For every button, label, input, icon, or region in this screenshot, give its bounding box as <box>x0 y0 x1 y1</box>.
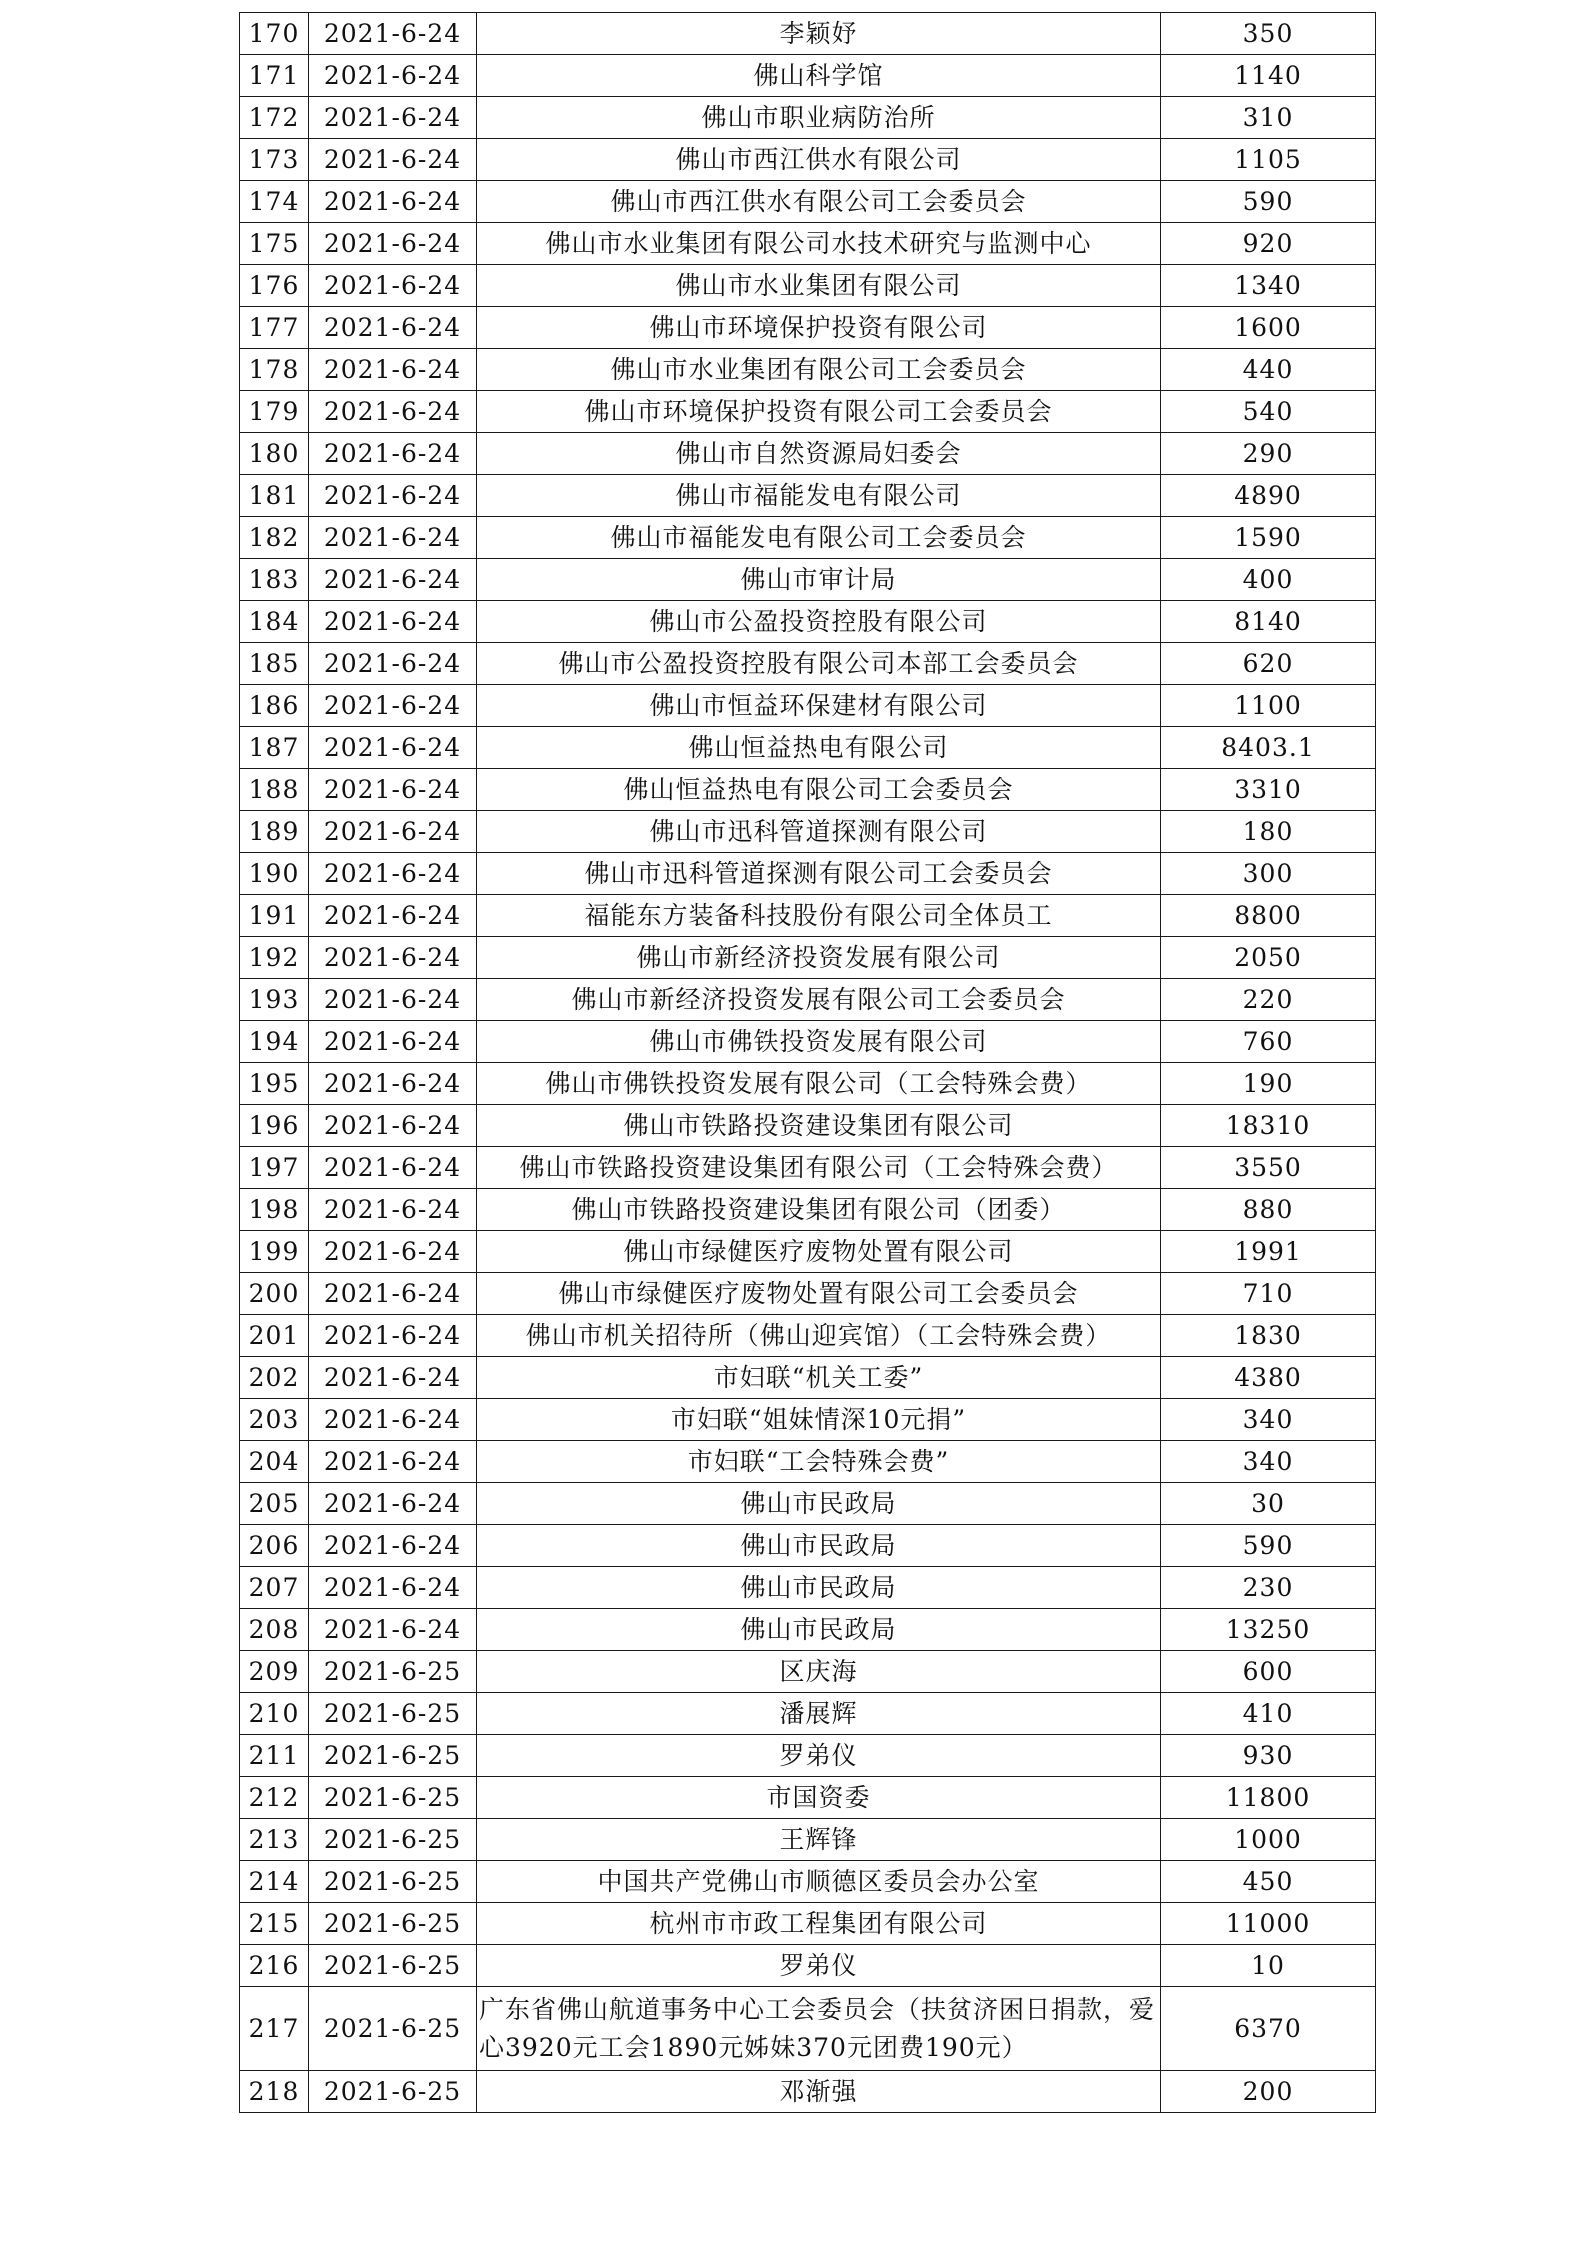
row-date-cell: 2021-6-24 <box>309 1609 477 1651</box>
row-date-cell: 2021-6-25 <box>309 1861 477 1903</box>
row-number-cell: 215 <box>240 1903 309 1945</box>
row-donor-name-cell: 李颖妤 <box>477 13 1161 55</box>
table-row <box>240 559 1376 601</box>
row-number-cell: 192 <box>240 937 309 979</box>
row-number-cell: 195 <box>240 1063 309 1105</box>
row-amount-cell: 220 <box>1161 979 1376 1021</box>
table-row <box>240 1315 1376 1357</box>
row-number-cell: 218 <box>240 2071 309 2113</box>
table-row <box>240 895 1376 937</box>
row-date-cell: 2021-6-24 <box>309 1483 477 1525</box>
donation-table <box>239 12 1376 2113</box>
row-date-cell: 2021-6-24 <box>309 1567 477 1609</box>
row-donor-name-cell: 福能东方装备科技股份有限公司全体员工 <box>477 895 1161 937</box>
row-date-cell: 2021-6-24 <box>309 853 477 895</box>
row-amount-cell: 410 <box>1161 1693 1376 1735</box>
row-donor-name-cell: 佛山市铁路投资建设集团有限公司 <box>477 1105 1161 1147</box>
row-donor-name-cell: 市妇联“工会特殊会费” <box>477 1441 1161 1483</box>
row-amount-cell: 4890 <box>1161 475 1376 517</box>
row-number-cell: 212 <box>240 1777 309 1819</box>
row-donor-name-cell: 市妇联“机关工委” <box>477 1357 1161 1399</box>
row-number-cell: 176 <box>240 265 309 307</box>
table-row <box>240 1063 1376 1105</box>
row-donor-name-cell: 佛山市职业病防治所 <box>477 97 1161 139</box>
row-donor-name-cell: 佛山市民政局 <box>477 1483 1161 1525</box>
row-number-cell: 197 <box>240 1147 309 1189</box>
row-amount-cell: 1100 <box>1161 685 1376 727</box>
table-row <box>240 685 1376 727</box>
row-number-cell: 173 <box>240 139 309 181</box>
row-number-cell: 188 <box>240 769 309 811</box>
table-row <box>240 1357 1376 1399</box>
table-row <box>240 1273 1376 1315</box>
row-date-cell: 2021-6-24 <box>309 349 477 391</box>
table-row <box>240 97 1376 139</box>
row-amount-cell: 1000 <box>1161 1819 1376 1861</box>
row-amount-cell: 710 <box>1161 1273 1376 1315</box>
row-date-cell: 2021-6-24 <box>309 223 477 265</box>
row-date-cell: 2021-6-24 <box>309 1105 477 1147</box>
row-date-cell: 2021-6-24 <box>309 937 477 979</box>
table-row <box>240 1819 1376 1861</box>
row-donor-name-cell: 佛山市福能发电有限公司工会委员会 <box>477 517 1161 559</box>
table-row <box>240 727 1376 769</box>
row-amount-cell: 340 <box>1161 1399 1376 1441</box>
row-date-cell: 2021-6-24 <box>309 97 477 139</box>
table-row <box>240 475 1376 517</box>
row-date-cell: 2021-6-24 <box>309 1525 477 1567</box>
row-amount-cell: 8140 <box>1161 601 1376 643</box>
row-donor-name-cell: 中国共产党佛山市顺德区委员会办公室 <box>477 1861 1161 1903</box>
row-donor-name-cell: 佛山市迅科管道探测有限公司工会委员会 <box>477 853 1161 895</box>
row-date-cell: 2021-6-25 <box>309 2071 477 2113</box>
table-row <box>240 643 1376 685</box>
row-donor-name-cell: 佛山市西江供水有限公司 <box>477 139 1161 181</box>
table-row <box>240 139 1376 181</box>
table-row <box>240 811 1376 853</box>
row-number-cell: 211 <box>240 1735 309 1777</box>
row-date-cell: 2021-6-24 <box>309 475 477 517</box>
row-amount-cell: 600 <box>1161 1651 1376 1693</box>
table-row <box>240 1735 1376 1777</box>
row-amount-cell: 1830 <box>1161 1315 1376 1357</box>
row-date-cell: 2021-6-24 <box>309 1315 477 1357</box>
row-amount-cell: 1340 <box>1161 265 1376 307</box>
row-donor-name-cell: 佛山市福能发电有限公司 <box>477 475 1161 517</box>
row-number-cell: 200 <box>240 1273 309 1315</box>
row-donor-name-cell: 佛山市机关招待所（佛山迎宾馆）（工会特殊会费） <box>477 1315 1161 1357</box>
row-donor-name-cell: 佛山恒益热电有限公司 <box>477 727 1161 769</box>
row-donor-name-cell: 区庆海 <box>477 1651 1161 1693</box>
table-row <box>240 1903 1376 1945</box>
row-date-cell: 2021-6-24 <box>309 307 477 349</box>
table-row <box>240 1987 1376 2071</box>
row-amount-cell: 8800 <box>1161 895 1376 937</box>
row-date-cell: 2021-6-25 <box>309 1735 477 1777</box>
row-date-cell: 2021-6-25 <box>309 1777 477 1819</box>
table-row <box>240 13 1376 55</box>
row-number-cell: 209 <box>240 1651 309 1693</box>
row-amount-cell: 300 <box>1161 853 1376 895</box>
donation-table-body <box>240 13 1376 2113</box>
row-date-cell: 2021-6-24 <box>309 181 477 223</box>
row-donor-name-cell: 王辉锋 <box>477 1819 1161 1861</box>
row-donor-name-cell: 佛山市迅科管道探测有限公司 <box>477 811 1161 853</box>
row-date-cell: 2021-6-24 <box>309 1147 477 1189</box>
row-donor-name-cell: 广东省佛山航道事务中心工会委员会（扶贫济困日捐款，爱心3920元工会1890元姊妹370元团费190元） <box>477 1987 1161 2071</box>
row-date-cell: 2021-6-24 <box>309 1399 477 1441</box>
row-donor-name-cell: 佛山市佛铁投资发展有限公司（工会特殊会费） <box>477 1063 1161 1105</box>
row-number-cell: 210 <box>240 1693 309 1735</box>
row-amount-cell: 230 <box>1161 1567 1376 1609</box>
row-donor-name-cell: 佛山恒益热电有限公司工会委员会 <box>477 769 1161 811</box>
table-row <box>240 223 1376 265</box>
row-number-cell: 208 <box>240 1609 309 1651</box>
row-amount-cell: 6370 <box>1161 1987 1376 2071</box>
row-date-cell: 2021-6-24 <box>309 13 477 55</box>
row-amount-cell: 8403.1 <box>1161 727 1376 769</box>
row-number-cell: 191 <box>240 895 309 937</box>
row-date-cell: 2021-6-25 <box>309 1903 477 1945</box>
table-row <box>240 517 1376 559</box>
row-amount-cell: 200 <box>1161 2071 1376 2113</box>
row-amount-cell: 13250 <box>1161 1609 1376 1651</box>
row-donor-name-cell: 市国资委 <box>477 1777 1161 1819</box>
row-donor-name-cell: 佛山市公盈投资控股有限公司本部工会委员会 <box>477 643 1161 685</box>
table-row <box>240 1441 1376 1483</box>
row-number-cell: 179 <box>240 391 309 433</box>
table-row <box>240 1609 1376 1651</box>
row-donor-name-cell: 罗弟仪 <box>477 1945 1161 1987</box>
row-donor-name-cell: 佛山市佛铁投资发展有限公司 <box>477 1021 1161 1063</box>
row-amount-cell: 920 <box>1161 223 1376 265</box>
row-number-cell: 207 <box>240 1567 309 1609</box>
row-amount-cell: 340 <box>1161 1441 1376 1483</box>
row-date-cell: 2021-6-25 <box>309 1651 477 1693</box>
row-date-cell: 2021-6-24 <box>309 769 477 811</box>
row-amount-cell: 540 <box>1161 391 1376 433</box>
row-number-cell: 217 <box>240 1987 309 2071</box>
row-amount-cell: 1105 <box>1161 139 1376 181</box>
row-number-cell: 189 <box>240 811 309 853</box>
row-number-cell: 205 <box>240 1483 309 1525</box>
row-donor-name-cell: 佛山市自然资源局妇委会 <box>477 433 1161 475</box>
row-donor-name-cell: 佛山市新经济投资发展有限公司 <box>477 937 1161 979</box>
row-date-cell: 2021-6-24 <box>309 727 477 769</box>
row-amount-cell: 310 <box>1161 97 1376 139</box>
row-date-cell: 2021-6-24 <box>309 811 477 853</box>
row-amount-cell: 190 <box>1161 1063 1376 1105</box>
row-amount-cell: 1600 <box>1161 307 1376 349</box>
row-number-cell: 203 <box>240 1399 309 1441</box>
row-amount-cell: 620 <box>1161 643 1376 685</box>
row-number-cell: 180 <box>240 433 309 475</box>
row-number-cell: 190 <box>240 853 309 895</box>
row-number-cell: 213 <box>240 1819 309 1861</box>
row-date-cell: 2021-6-25 <box>309 1987 477 2071</box>
row-date-cell: 2021-6-25 <box>309 1819 477 1861</box>
row-amount-cell: 10 <box>1161 1945 1376 1987</box>
row-amount-cell: 180 <box>1161 811 1376 853</box>
table-row <box>240 1861 1376 1903</box>
table-row <box>240 391 1376 433</box>
row-amount-cell: 440 <box>1161 349 1376 391</box>
row-amount-cell: 290 <box>1161 433 1376 475</box>
table-row <box>240 1777 1376 1819</box>
row-number-cell: 186 <box>240 685 309 727</box>
table-row <box>240 937 1376 979</box>
row-amount-cell: 930 <box>1161 1735 1376 1777</box>
row-number-cell: 199 <box>240 1231 309 1273</box>
row-amount-cell: 4380 <box>1161 1357 1376 1399</box>
row-number-cell: 171 <box>240 55 309 97</box>
row-donor-name-cell: 佛山市铁路投资建设集团有限公司（团委） <box>477 1189 1161 1231</box>
row-amount-cell: 11800 <box>1161 1777 1376 1819</box>
row-number-cell: 194 <box>240 1021 309 1063</box>
table-row <box>240 979 1376 1021</box>
row-number-cell: 198 <box>240 1189 309 1231</box>
row-donor-name-cell: 佛山市公盈投资控股有限公司 <box>477 601 1161 643</box>
row-number-cell: 193 <box>240 979 309 1021</box>
row-donor-name-cell: 市妇联“姐妹情深10元捐” <box>477 1399 1161 1441</box>
row-date-cell: 2021-6-24 <box>309 643 477 685</box>
row-date-cell: 2021-6-24 <box>309 55 477 97</box>
row-donor-name-cell: 佛山市民政局 <box>477 1567 1161 1609</box>
row-date-cell: 2021-6-24 <box>309 391 477 433</box>
row-date-cell: 2021-6-24 <box>309 1063 477 1105</box>
row-amount-cell: 350 <box>1161 13 1376 55</box>
row-amount-cell: 400 <box>1161 559 1376 601</box>
row-donor-name-cell: 佛山市审计局 <box>477 559 1161 601</box>
row-date-cell: 2021-6-24 <box>309 1441 477 1483</box>
row-amount-cell: 2050 <box>1161 937 1376 979</box>
row-amount-cell: 3310 <box>1161 769 1376 811</box>
row-donor-name-cell: 佛山市新经济投资发展有限公司工会委员会 <box>477 979 1161 1021</box>
row-date-cell: 2021-6-24 <box>309 979 477 1021</box>
table-row <box>240 1399 1376 1441</box>
row-donor-name-cell: 杭州市市政工程集团有限公司 <box>477 1903 1161 1945</box>
row-amount-cell: 3550 <box>1161 1147 1376 1189</box>
row-number-cell: 175 <box>240 223 309 265</box>
table-row <box>240 1693 1376 1735</box>
row-amount-cell: 880 <box>1161 1189 1376 1231</box>
row-donor-name-cell: 佛山市铁路投资建设集团有限公司（工会特殊会费） <box>477 1147 1161 1189</box>
table-row <box>240 265 1376 307</box>
row-number-cell: 170 <box>240 13 309 55</box>
row-number-cell: 206 <box>240 1525 309 1567</box>
row-number-cell: 182 <box>240 517 309 559</box>
row-number-cell: 184 <box>240 601 309 643</box>
table-row <box>240 181 1376 223</box>
row-date-cell: 2021-6-24 <box>309 1021 477 1063</box>
row-amount-cell: 590 <box>1161 181 1376 223</box>
row-number-cell: 177 <box>240 307 309 349</box>
row-date-cell: 2021-6-25 <box>309 1693 477 1735</box>
table-row <box>240 853 1376 895</box>
row-date-cell: 2021-6-24 <box>309 517 477 559</box>
row-number-cell: 214 <box>240 1861 309 1903</box>
row-date-cell: 2021-6-24 <box>309 139 477 181</box>
row-amount-cell: 1991 <box>1161 1231 1376 1273</box>
row-donor-name-cell: 佛山市水业集团有限公司工会委员会 <box>477 349 1161 391</box>
row-number-cell: 216 <box>240 1945 309 1987</box>
table-row <box>240 601 1376 643</box>
row-date-cell: 2021-6-24 <box>309 1189 477 1231</box>
row-number-cell: 183 <box>240 559 309 601</box>
table-row <box>240 55 1376 97</box>
row-amount-cell: 590 <box>1161 1525 1376 1567</box>
table-row <box>240 433 1376 475</box>
table-row <box>240 349 1376 391</box>
table-row <box>240 769 1376 811</box>
row-amount-cell: 760 <box>1161 1021 1376 1063</box>
row-donor-name-cell: 佛山市恒益环保建材有限公司 <box>477 685 1161 727</box>
table-row <box>240 1147 1376 1189</box>
row-donor-name-cell: 佛山市绿健医疗废物处置有限公司 <box>477 1231 1161 1273</box>
row-date-cell: 2021-6-25 <box>309 1945 477 1987</box>
row-date-cell: 2021-6-24 <box>309 1357 477 1399</box>
row-date-cell: 2021-6-24 <box>309 1273 477 1315</box>
row-number-cell: 201 <box>240 1315 309 1357</box>
row-donor-name-cell: 佛山市水业集团有限公司 <box>477 265 1161 307</box>
row-donor-name-cell: 佛山市水业集团有限公司水技术研究与监测中心 <box>477 223 1161 265</box>
row-donor-name-cell: 罗弟仪 <box>477 1735 1161 1777</box>
table-row <box>240 1231 1376 1273</box>
row-donor-name-cell: 潘展辉 <box>477 1693 1161 1735</box>
row-donor-name-cell: 邓渐强 <box>477 2071 1161 2113</box>
row-amount-cell: 1140 <box>1161 55 1376 97</box>
row-donor-name-cell: 佛山市西江供水有限公司工会委员会 <box>477 181 1161 223</box>
table-row <box>240 1945 1376 1987</box>
table-row <box>240 1105 1376 1147</box>
row-number-cell: 178 <box>240 349 309 391</box>
row-donor-name-cell: 佛山市绿健医疗废物处置有限公司工会委员会 <box>477 1273 1161 1315</box>
row-amount-cell: 30 <box>1161 1483 1376 1525</box>
row-number-cell: 196 <box>240 1105 309 1147</box>
row-number-cell: 187 <box>240 727 309 769</box>
table-row <box>240 1651 1376 1693</box>
row-donor-name-cell: 佛山市环境保护投资有限公司 <box>477 307 1161 349</box>
row-date-cell: 2021-6-24 <box>309 433 477 475</box>
row-number-cell: 181 <box>240 475 309 517</box>
row-donor-name-cell: 佛山市环境保护投资有限公司工会委员会 <box>477 391 1161 433</box>
row-number-cell: 172 <box>240 97 309 139</box>
row-amount-cell: 450 <box>1161 1861 1376 1903</box>
table-row <box>240 1021 1376 1063</box>
row-date-cell: 2021-6-24 <box>309 685 477 727</box>
table-row <box>240 1525 1376 1567</box>
row-date-cell: 2021-6-24 <box>309 559 477 601</box>
row-number-cell: 174 <box>240 181 309 223</box>
table-row <box>240 307 1376 349</box>
row-amount-cell: 18310 <box>1161 1105 1376 1147</box>
table-row <box>240 2071 1376 2113</box>
row-number-cell: 202 <box>240 1357 309 1399</box>
row-date-cell: 2021-6-24 <box>309 1231 477 1273</box>
table-row <box>240 1189 1376 1231</box>
row-date-cell: 2021-6-24 <box>309 601 477 643</box>
table-row <box>240 1567 1376 1609</box>
row-donor-name-cell: 佛山市民政局 <box>477 1609 1161 1651</box>
row-number-cell: 204 <box>240 1441 309 1483</box>
row-amount-cell: 11000 <box>1161 1903 1376 1945</box>
row-donor-name-cell: 佛山科学馆 <box>477 55 1161 97</box>
row-number-cell: 185 <box>240 643 309 685</box>
row-donor-name-cell: 佛山市民政局 <box>477 1525 1161 1567</box>
row-date-cell: 2021-6-24 <box>309 895 477 937</box>
row-amount-cell: 1590 <box>1161 517 1376 559</box>
table-row <box>240 1483 1376 1525</box>
row-date-cell: 2021-6-24 <box>309 265 477 307</box>
